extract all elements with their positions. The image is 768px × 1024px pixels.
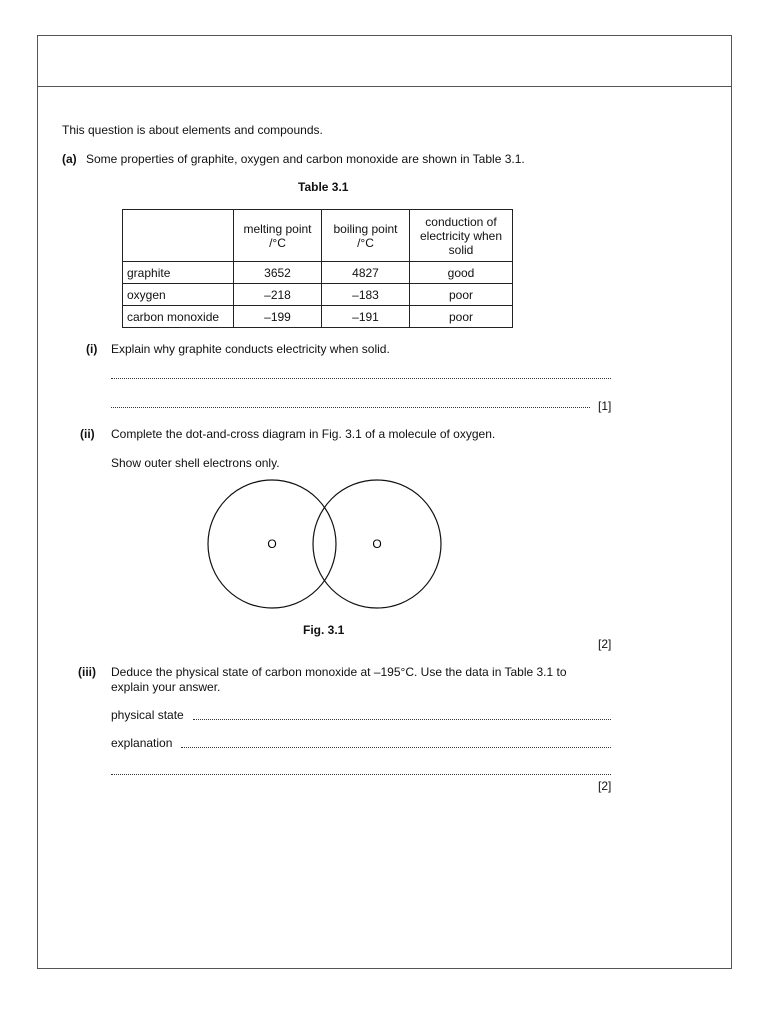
table-row xyxy=(123,262,513,284)
header-melting-point xyxy=(234,210,322,262)
row-substance: oxygen xyxy=(123,284,234,306)
table-row xyxy=(123,306,513,328)
row-conduction: good xyxy=(410,262,513,284)
marks-i: [1] xyxy=(598,399,612,413)
row-substance: graphite xyxy=(123,262,234,284)
part-a-label: (a) xyxy=(62,152,77,166)
dot-cross-diagram[interactable] xyxy=(200,478,450,613)
header-conduction xyxy=(410,210,513,262)
header-boiling-point-text: boiling point /°C xyxy=(333,221,398,250)
header-melting-point-text: melting point /°C xyxy=(243,221,312,250)
q-i-text: Explain why graphite conducts electricity when solid. xyxy=(111,342,390,356)
row-melting-point: –218 xyxy=(234,284,322,306)
header-boiling-point xyxy=(322,210,410,262)
explanation-answer-line[interactable] xyxy=(181,747,611,748)
table-header-row xyxy=(123,210,513,262)
right-atom-symbol: O xyxy=(372,537,382,551)
row-conduction: poor xyxy=(410,284,513,306)
left-atom-symbol: O xyxy=(267,537,277,551)
physical-state-answer-line[interactable] xyxy=(193,719,611,720)
row-melting-point: –199 xyxy=(234,306,322,328)
row-boiling-point: 4827 xyxy=(322,262,410,284)
header-cell-empty xyxy=(123,210,234,262)
q-ii-instruction: Show outer shell electrons only. xyxy=(111,456,280,470)
answer-line[interactable] xyxy=(111,407,590,408)
explanation-label: explanation xyxy=(111,736,173,750)
row-substance: carbon monoxide xyxy=(123,306,234,328)
header-conduction-text: conduction of electricity when solid xyxy=(419,214,503,257)
row-melting-point: 3652 xyxy=(234,262,322,284)
marks-iii: [2] xyxy=(598,779,612,793)
properties-table xyxy=(122,209,513,328)
answer-line[interactable] xyxy=(111,378,611,379)
q-i-label: (i) xyxy=(86,342,98,356)
table-row xyxy=(123,284,513,306)
marks-ii: [2] xyxy=(598,637,612,651)
fig-caption: Fig. 3.1 xyxy=(303,623,345,637)
q-ii-text: Complete the dot-and-cross diagram in Fig. 3.1 of a molecule of oxygen. xyxy=(111,427,496,441)
table-caption: Table 3.1 xyxy=(298,180,349,194)
q-iii-text-line1: Deduce the physical state of carbon monoxide at –195°C. Use the data in Table 3.1 to xyxy=(111,665,567,679)
part-a-text: Some properties of graphite, oxygen and carbon monoxide are shown in Table 3.1. xyxy=(86,152,525,166)
q-iii-label: (iii) xyxy=(78,665,96,679)
q-ii-label: (ii) xyxy=(80,427,95,441)
answer-line[interactable] xyxy=(111,774,611,775)
row-boiling-point: –191 xyxy=(322,306,410,328)
row-boiling-point: –183 xyxy=(322,284,410,306)
header-divider xyxy=(37,86,732,87)
question-intro: This question is about elements and compounds. xyxy=(62,123,323,137)
physical-state-label: physical state xyxy=(111,708,184,722)
row-conduction: poor xyxy=(410,306,513,328)
q-iii-text-line2: explain your answer. xyxy=(111,680,221,694)
